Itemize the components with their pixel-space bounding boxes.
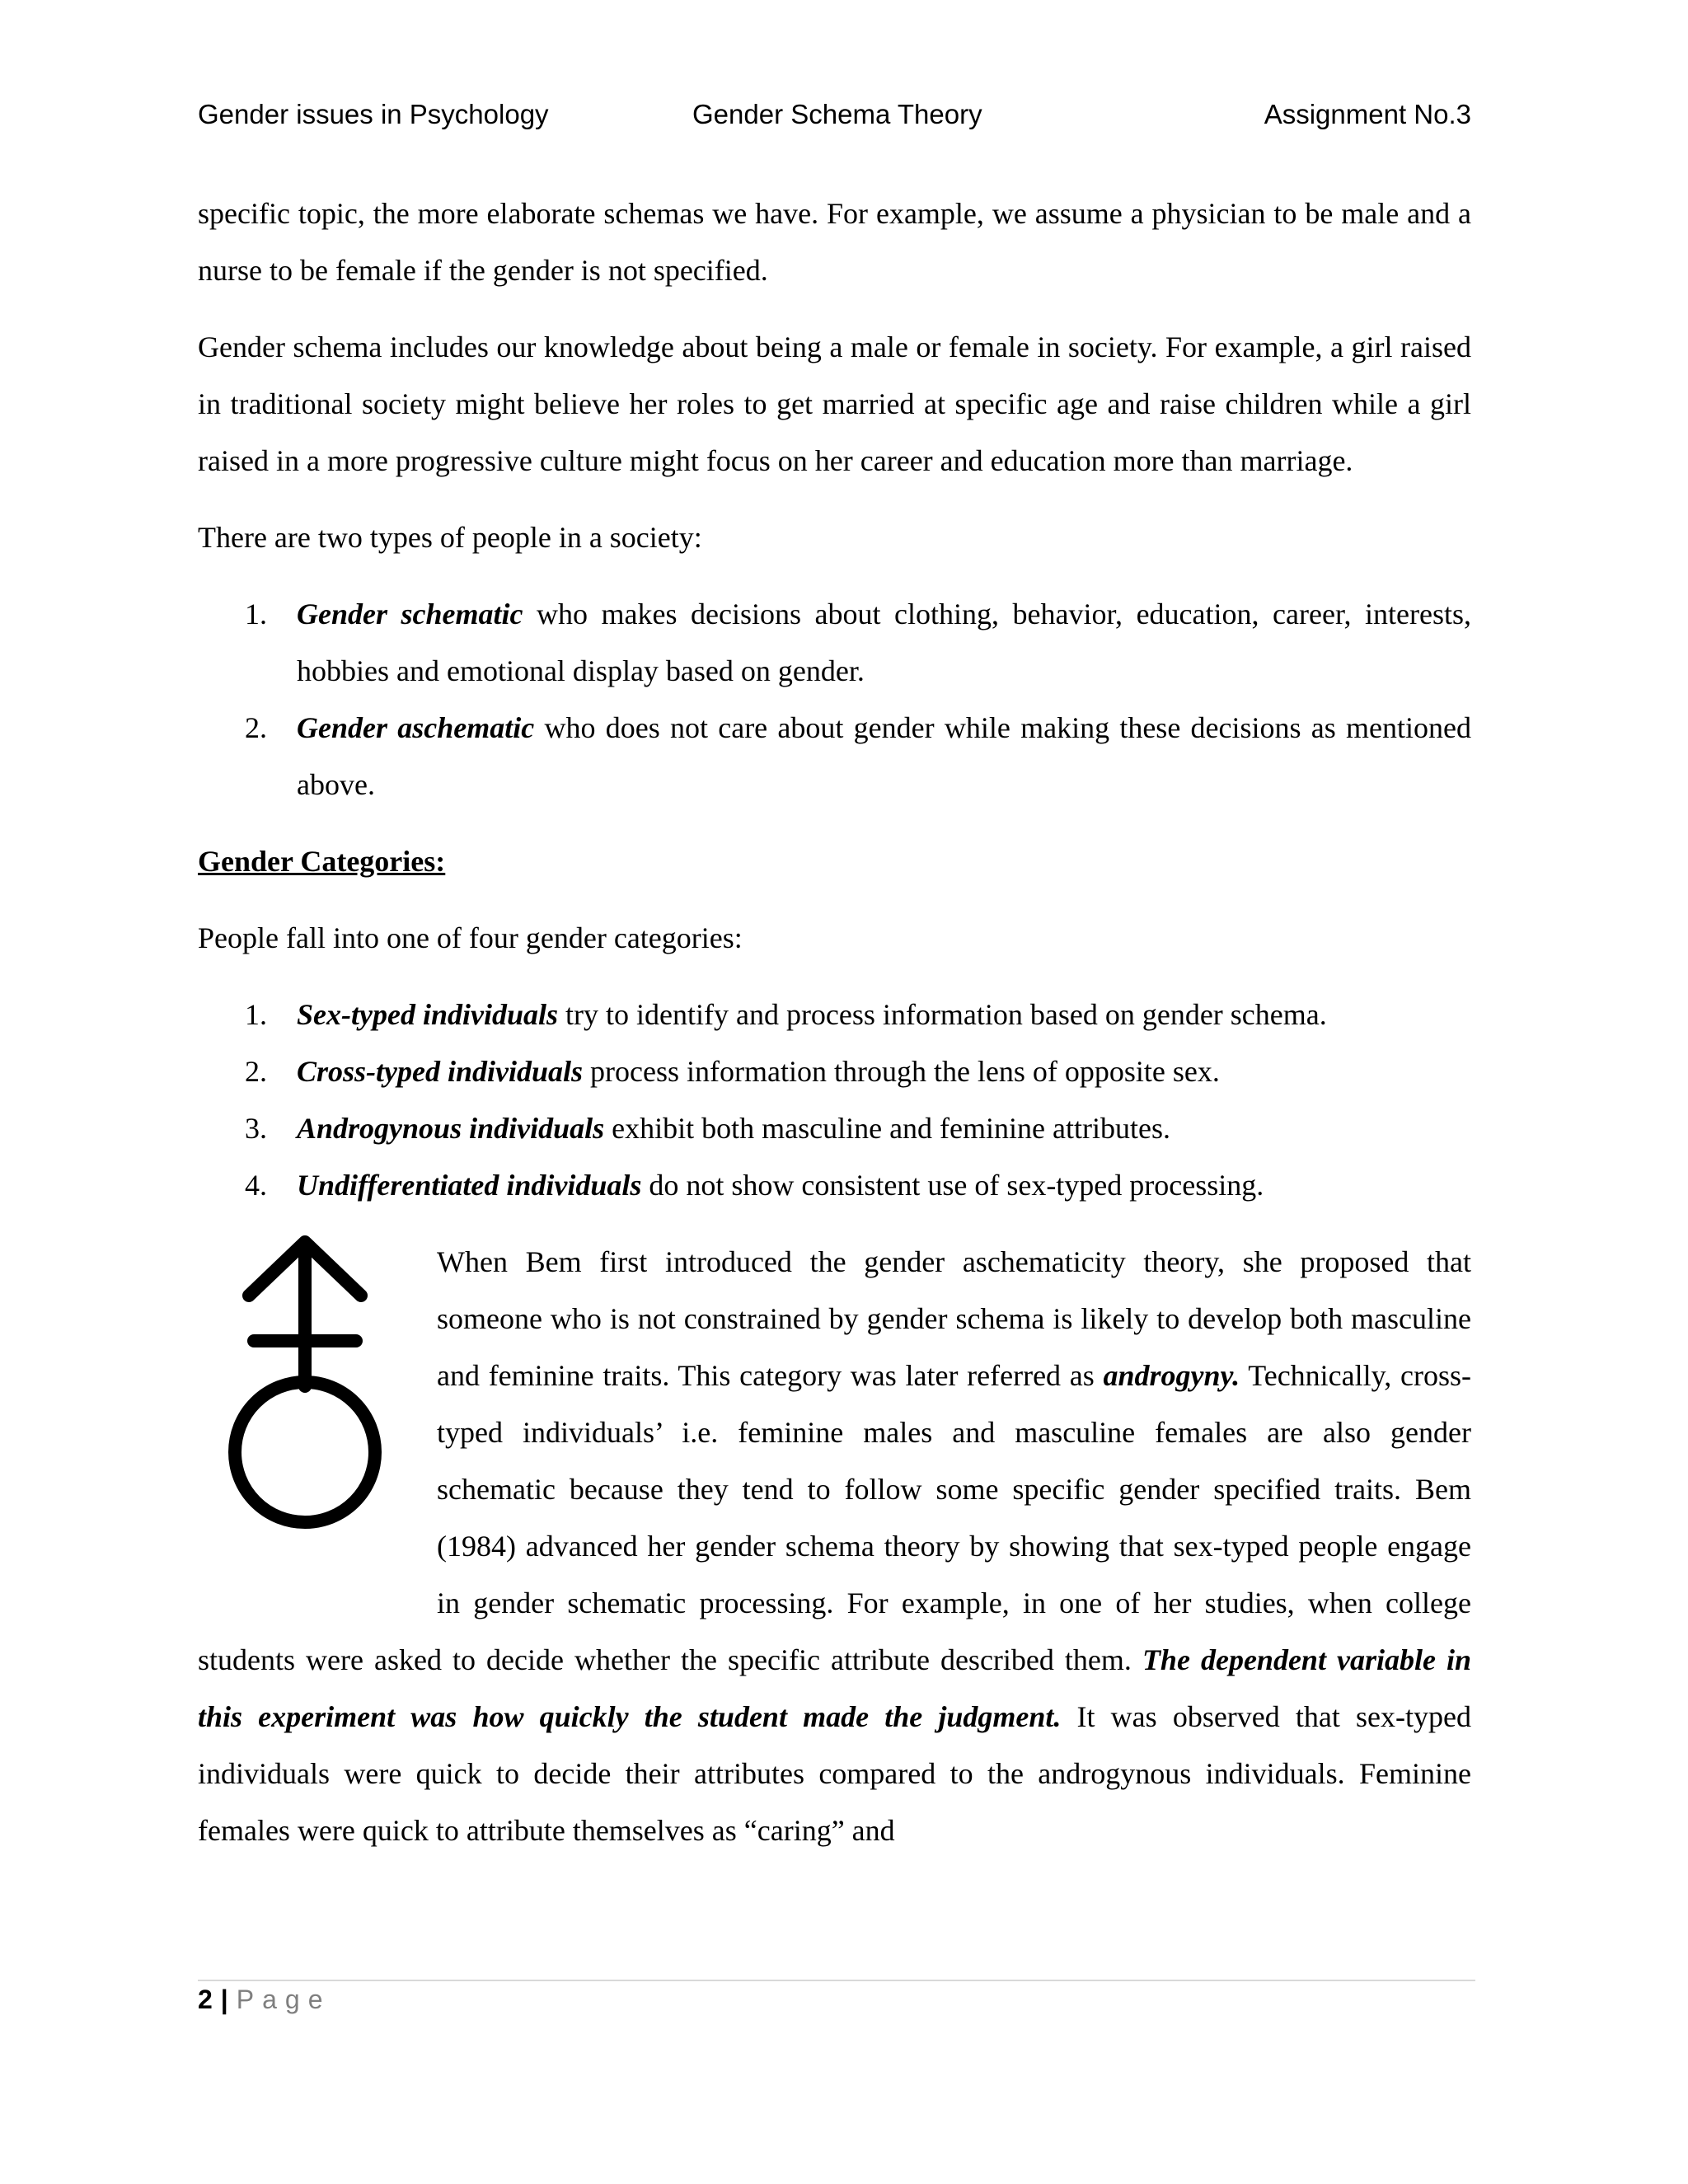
- bem-section: [198, 1234, 1471, 1859]
- androgyne-symbol-icon: [198, 1234, 437, 1588]
- list-item-text: do not show consistent use of sex-typed processing.: [641, 1169, 1264, 1202]
- header-course-title: Gender issues in Psychology: [198, 99, 549, 129]
- page-header: [198, 99, 1471, 140]
- list-item-text: exhibit both masculine and feminine attributes.: [604, 1112, 1170, 1145]
- types-list: [198, 586, 1471, 813]
- list-item-term: Undifferentiated individuals: [297, 1169, 642, 1202]
- bem-term-androgyny: androgyny.: [1103, 1359, 1240, 1392]
- categories-list: [198, 987, 1471, 1214]
- list-item-text: who makes decisions about clothing, behavior, education, career, interests, hobbies and emotional display based on gender.: [297, 598, 1471, 687]
- section-heading-gender-categories: Gender Categories:: [198, 845, 446, 878]
- footer-divider: [198, 1980, 1475, 1981]
- list-item-number: 1.: [245, 998, 267, 1031]
- bem-text-part-2: Technically, cross-typed individuals’ i.e. feminine males and masculine females are also gender schematic because they tend to follow some specific gender specified traits. Bem (1984) advanced her gender schema theory by showing that sex-typed people engage in gender schematic processing. For example, in one of her studies, when college students were asked to decide whether the specific attribute described them.: [198, 1359, 1471, 1676]
- list-item-number: 3.: [245, 1112, 267, 1145]
- list-item-term: Androgynous individuals: [297, 1112, 605, 1145]
- list-item-term: Gender aschematic: [297, 711, 535, 744]
- header-assignment-label: Assignment No.3: [1264, 99, 1471, 129]
- list-item: [198, 586, 1471, 700]
- list-item-number: 2.: [245, 711, 267, 744]
- list-item: [198, 1043, 1471, 1100]
- document-body: [198, 185, 1471, 1859]
- list-item-number: 2.: [245, 1055, 267, 1088]
- list-item-term: Gender schematic: [297, 598, 523, 630]
- list-item-term: Sex-typed individuals: [297, 998, 558, 1031]
- header-topic-title: Gender Schema Theory: [692, 99, 982, 129]
- paragraph-categories-intro: People fall into one of four gender categories:: [198, 921, 743, 954]
- list-item: [198, 700, 1471, 813]
- page-label: Page: [236, 1985, 331, 2014]
- list-item-text: try to identify and process information based on gender schema.: [558, 998, 1327, 1031]
- list-item-term: Cross-typed individuals: [297, 1055, 584, 1088]
- list-item: [198, 987, 1471, 1043]
- bem-dependent-variable-note: The dependent variable in this experiment was how quickly the student made the judgment.: [198, 1643, 1471, 1733]
- paragraph-gender-schema: Gender schema includes our knowledge about being a male or female in society. For example, a girl raised in traditional society might believe her roles to get married at specific age and raise children while a girl raised in a more progressive culture might focus on her career and education more than marriage.: [198, 330, 1471, 477]
- list-item-text: who does not care about gender while making these decisions as mentioned above.: [297, 711, 1471, 801]
- bem-text-part-1: When Bem first introduced the gender aschematicity theory, she proposed that someone who is not constrained by gender schema is likely to develop both masculine and feminine traits. This category was later referred as: [437, 1245, 1471, 1392]
- page-number: 2: [198, 1985, 213, 2014]
- list-item-text: process information through the lens of opposite sex.: [583, 1055, 1220, 1088]
- list-item-number: 1.: [245, 598, 267, 630]
- list-item-number: 4.: [245, 1169, 267, 1202]
- bem-text-part-3: It was observed that sex-typed individuals were quick to decide their attributes compared to the androgynous individuals. Feminine females were quick to attribute themselves as “caring” and: [198, 1700, 1472, 1847]
- page-footer: [198, 1985, 331, 2015]
- list-item: [198, 1157, 1471, 1214]
- list-item: [198, 1100, 1471, 1157]
- paragraph-two-types-intro: There are two types of people in a society:: [198, 521, 702, 554]
- paragraph-schema-examples: specific topic, the more elaborate schemas we have. For example, we assume a physician to be male and a nurse to be female if the gender is not specified.: [198, 197, 1471, 287]
- footer-separator: |: [220, 1985, 228, 2014]
